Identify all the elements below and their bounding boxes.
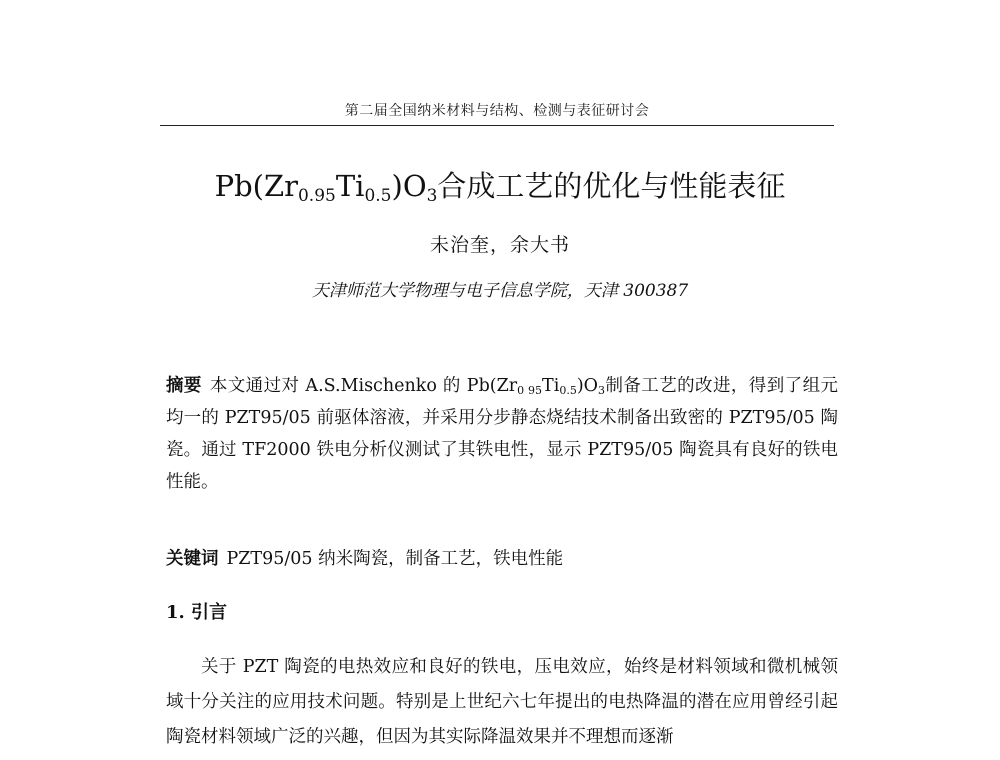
- header-rule: [160, 125, 834, 126]
- intro-paragraph: 关于 PZT 陶瓷的电热效应和良好的铁电，压电效应，始终是材料领域和微机械领域十分关注的应用技术问题。特别是上世纪六七年提出的电热降温的潜在应用曾经引起陶瓷材料领域广泛的兴趣，但因为其实际降温效果并不理想而逐渐: [166, 657, 838, 747]
- abstract-part1: 本文通过对 A.S.Mischenko 的 Pb(Zr: [209, 376, 518, 396]
- title-suffix-pre: )O: [391, 169, 427, 203]
- keywords: [166, 543, 838, 575]
- section-heading-intro: 1. 引言: [166, 602, 228, 623]
- authors: 未治奎，余大书: [429, 234, 570, 256]
- abstract-label: 摘要: [166, 376, 202, 396]
- affiliation: 天津师范大学物理与电子信息学院，天津 300387: [311, 281, 689, 301]
- title-prefix: Pb(Zr: [214, 169, 298, 203]
- keywords-text: PZT95/05 纳米陶瓷，制备工艺，铁电性能: [226, 549, 564, 569]
- abstract-part4: 制备工艺的改进，得到了组元均一的 PZT95/05 前驱体溶液，并采用分步静态烧结技术制备出致密的 PZT95/05 陶瓷。通过 TF2000 铁电分析仪测试了其铁电性，显示 PZT95/05 陶瓷具有良好的铁电性能。: [166, 376, 838, 492]
- paper-title: [160, 168, 840, 204]
- title-suffix: 合成工艺的优化与性能表征: [437, 169, 786, 203]
- running-header: 第二届全国纳米材料与结构、检测与表征研讨会: [344, 103, 650, 119]
- title-sub-o: 3: [426, 186, 438, 206]
- abstract: [166, 370, 838, 498]
- abstract-part2: Ti: [542, 376, 560, 396]
- abstract-sub-ti: 0.5: [559, 384, 577, 397]
- title-sub-zr: 0.95: [297, 186, 336, 206]
- abstract-part3: )O: [576, 376, 599, 396]
- title-mid: Ti: [335, 169, 365, 203]
- title-sub-ti: 0.5: [364, 186, 392, 206]
- abstract-sub-o: 3: [598, 384, 606, 397]
- keywords-label: 关键词: [166, 549, 219, 569]
- abstract-sub-zr: 0 95: [517, 384, 543, 397]
